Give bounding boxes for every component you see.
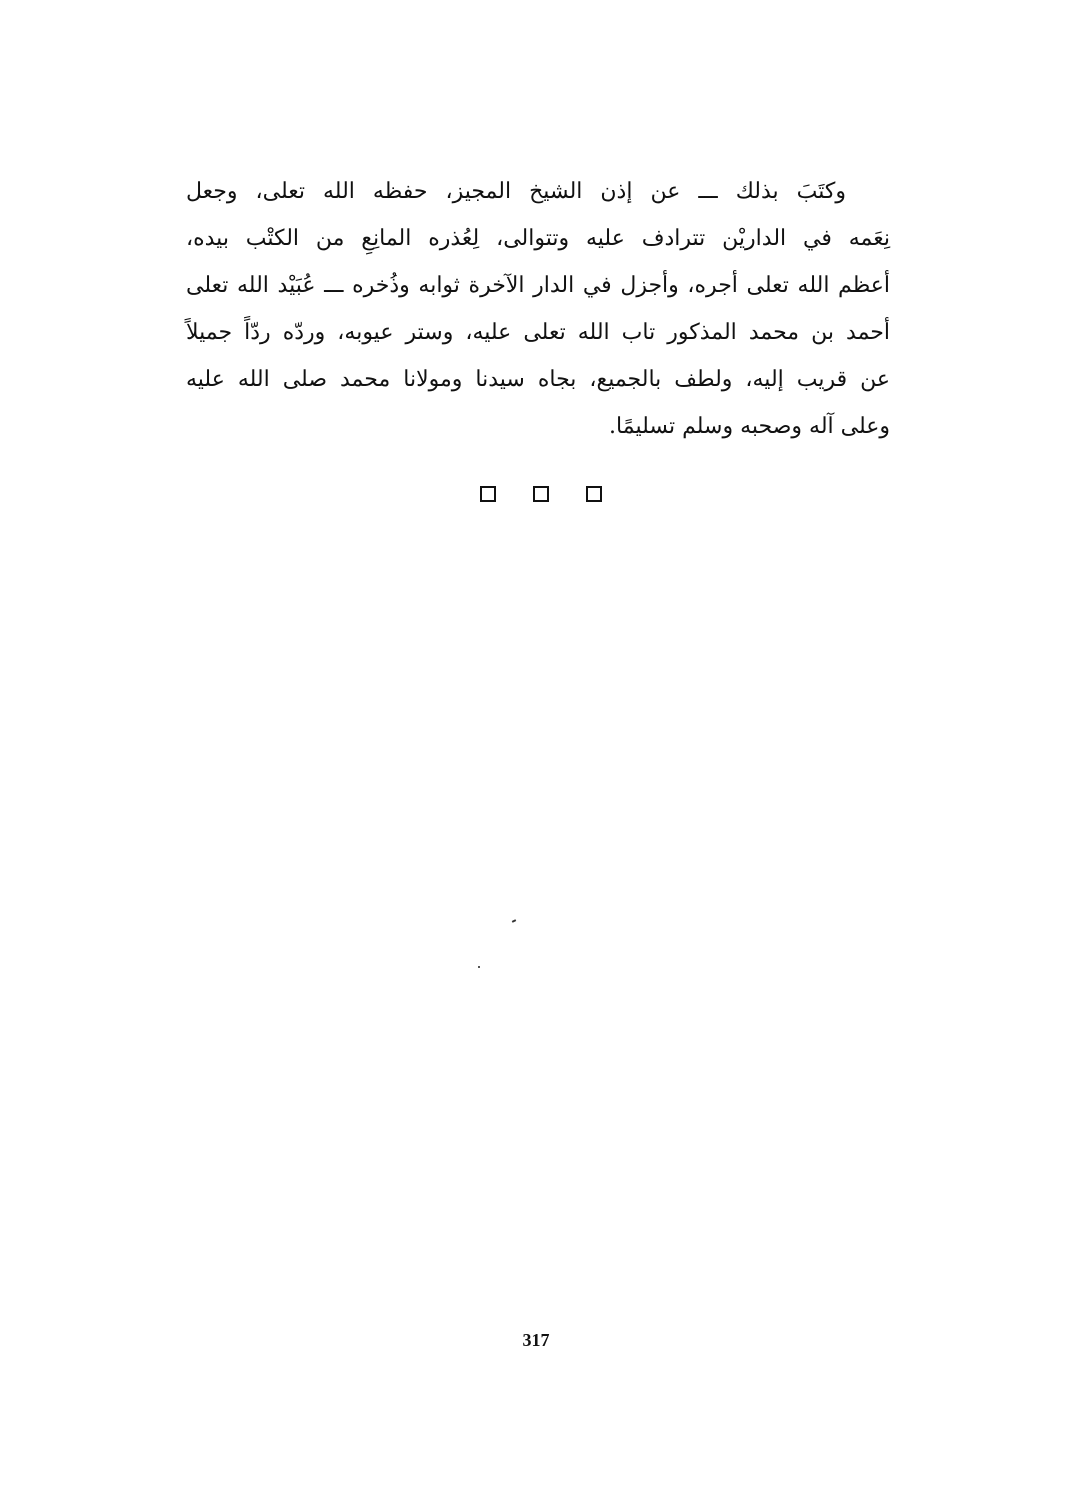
text-line: وعلى آله وصحبه وسلم تسليمًا.	[609, 414, 890, 439]
separator-square-icon	[533, 486, 549, 502]
text-line: وكتَبَ بذلك ـــ عن إذن الشيخ المجيز، حفظه الله تعلى، وجعل	[186, 179, 846, 204]
text-line: أحمد بن محمد المذكور تاب الله تعلى عليه، وستر عيوبه، وردّه ردّاً جميلاً	[186, 320, 890, 345]
separator-square-icon	[480, 486, 496, 502]
separator-square-icon	[586, 486, 602, 502]
scan-speck	[478, 966, 480, 968]
body-paragraph	[186, 168, 890, 450]
page-number: 317	[522, 1330, 550, 1350]
text-line: أعظم الله تعلى أجره، وأجزل في الدار الآخرة ثوابه وذُخره ـــ عُبَيْد الله تعلى	[186, 273, 890, 298]
section-separator	[480, 484, 602, 504]
text-line: عن قريب إليه، ولطف بالجميع، بجاه سيدنا ومولانا محمد صلى الله عليه	[186, 367, 890, 392]
scan-speck	[512, 919, 516, 923]
text-line: نِعَمه في الداريْن تترادف عليه وتتوالى، لِعُذره المانِعِ من الكتْب بيده،	[186, 226, 890, 251]
